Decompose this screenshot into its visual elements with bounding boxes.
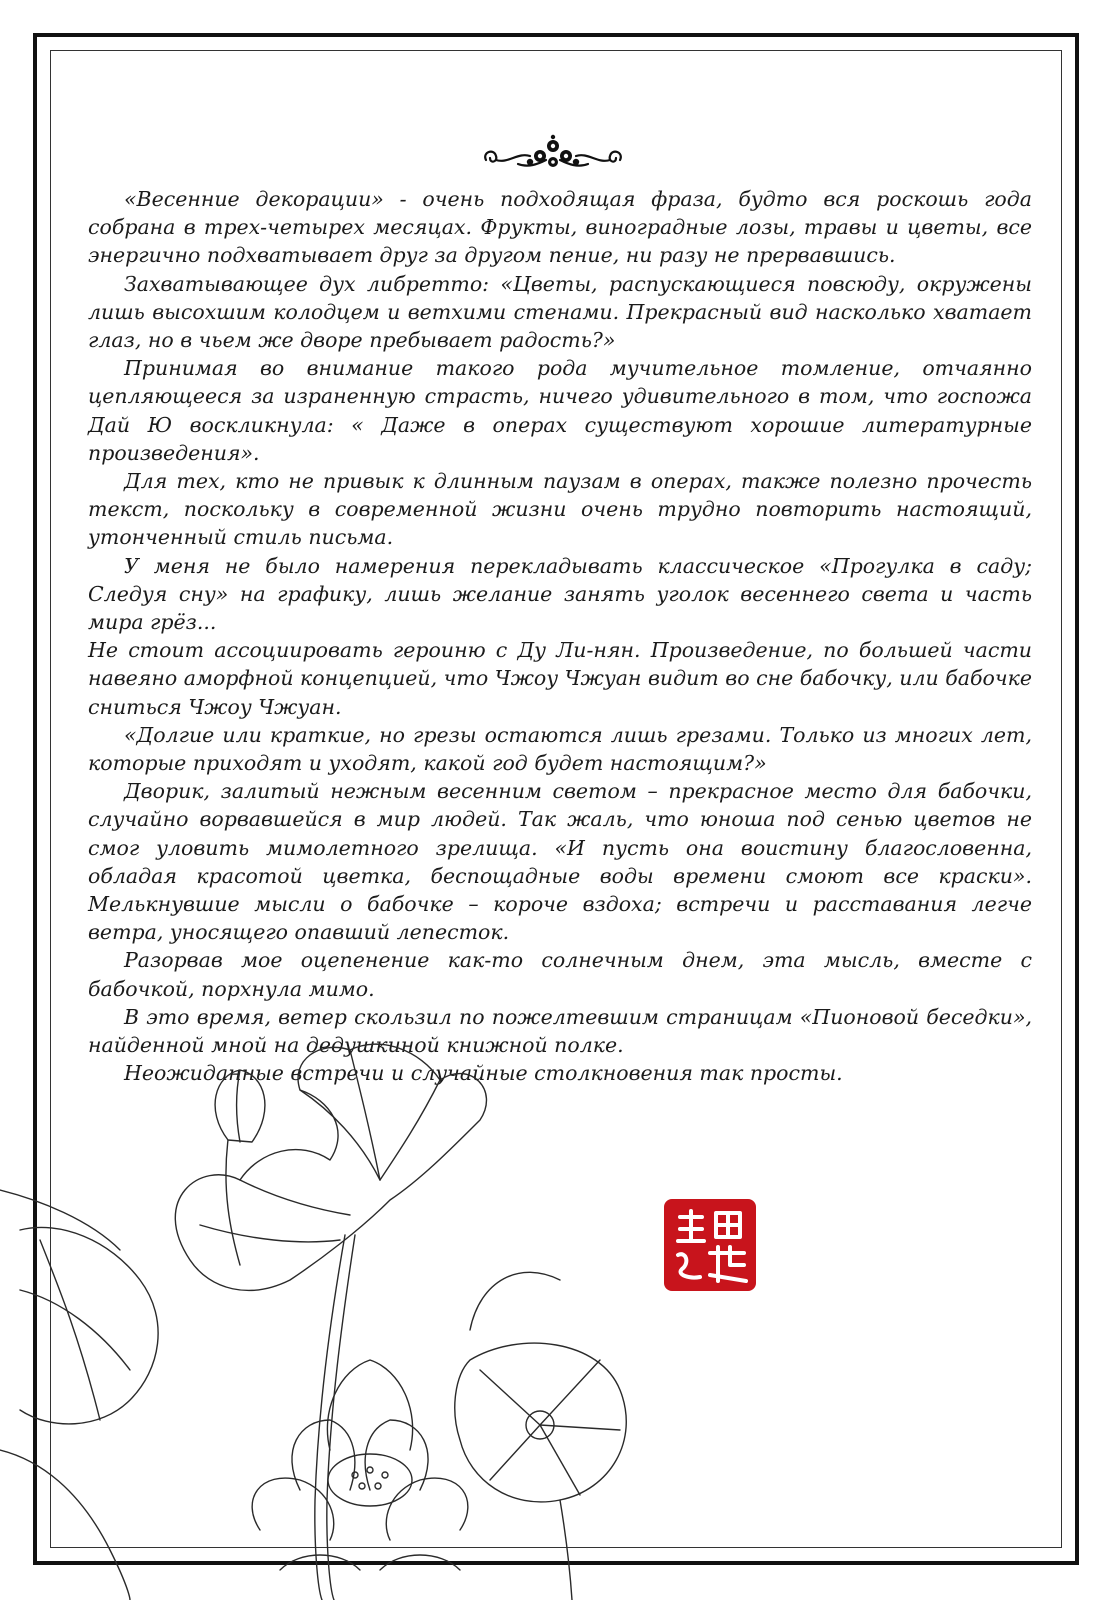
lotus-line-drawing — [0, 1030, 720, 1600]
paragraph: Принимая во внимание такого рода мучительное томление, отчаянно цепляющееся за израненную страсть, ничего удивительного в том, что госпожа Дай Ю воскликнула: « Даже в операх существуют хорошие литературные произведения». — [88, 356, 1032, 465]
body-text — [88, 185, 1032, 1088]
paragraph: Для тех, кто не привык к длинным паузам в операх, также полезно прочесть текст, поскольку в современной жизни очень трудно повторить настоящий, утонченный стиль письма. — [88, 469, 1032, 550]
paragraph: Неожиданные встречи и случайные столкновения так просты. — [124, 1061, 843, 1086]
paragraph: Дворик, залитый нежным весенним светом – прекрасное место для бабочки, случайно ворвавшейся в мир людей. Так жаль, что юноша под сенью цветов не смог уловить мимолетного зрелища. «И пусть она воистину благословенна, обладая красотой цветка, беспощадные воды времени смоют все краски». Мелькнувшие мысли о бабочке – короче вздоха; встречи и расставания легче ветра, уносящего опавший лепесток. — [88, 779, 1032, 945]
red-seal-stamp — [660, 1195, 760, 1295]
floral-ornament-icon — [478, 134, 628, 176]
paragraph: В это время, ветер скользил по пожелтевшим страницам «Пионовой беседки», найденной мной на дедушкиной книжной полке. — [88, 1004, 1032, 1058]
paragraph: Разорвав мое оцепенение как-то солнечным днем, эта мысль, вместе с бабочкой, порхнула мимо. — [88, 948, 1032, 1001]
paragraph: Не стоит ассоциировать героиню с Ду Ли-нян. Произведение, по большей части навеяно аморфной концепцией, что Чжоу Чжуан видит во сне бабочку, или бабочке сниться Чжоу Чжуан. — [88, 638, 1032, 719]
paragraph: Захватывающее дух либретто: «Цветы, распускающиеся повсюду, окружены лишь высохшим колодцем и ветхими стенами. Прекрасный вид насколько хватает глаз, но в чьем же дворе пребывает радость?» — [88, 271, 1032, 353]
paragraph: У меня не было намерения перекладывать классическое «Прогулка в саду; Следуя сну» на графику, лишь желание занять уголок весеннего света и часть мира грёз... — [88, 553, 1032, 635]
paragraph: «Долгие или краткие, но грезы остаются лишь грезами. Только из многих лет, которые приходят и уходят, какой год будет настоящим?» — [88, 722, 1032, 776]
paragraph: «Весенние декорации» - очень подходящая фраза, будто вся роскошь года собрана в трех-четырех месяцах. Фрукты, виноградные лозы, травы и цветы, все энергично подхватывает друг за другом пение, ни разу не прервавшись. — [88, 187, 1032, 268]
